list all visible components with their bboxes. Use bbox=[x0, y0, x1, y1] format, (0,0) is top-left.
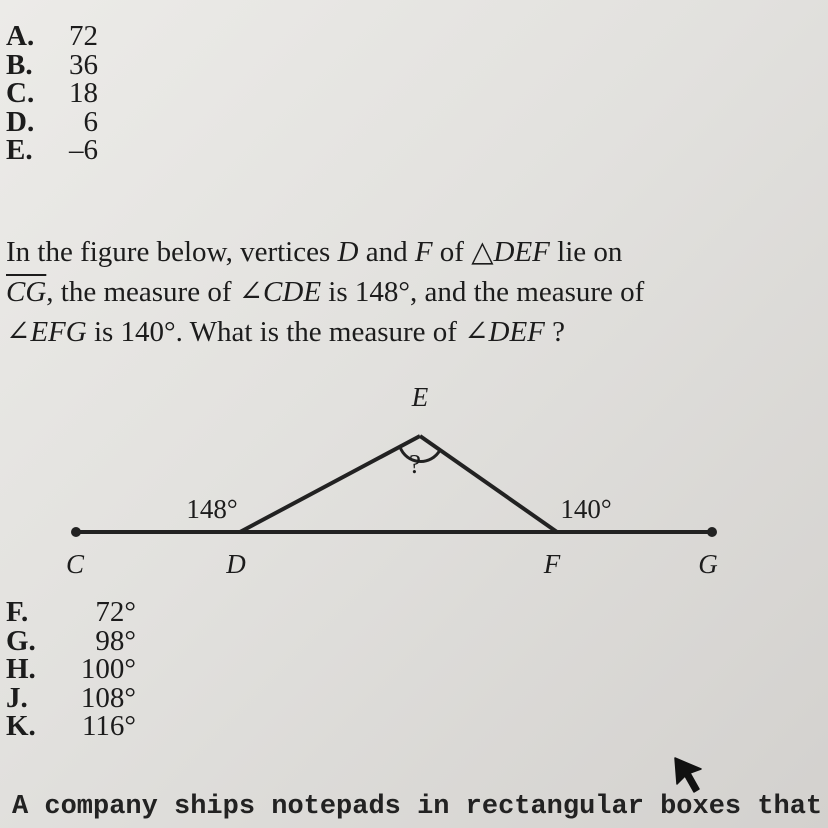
point-g-dot bbox=[707, 527, 717, 537]
question-text-part: of △ bbox=[432, 236, 494, 268]
choice-letter: B. bbox=[6, 48, 33, 81]
choice-g[interactable] bbox=[6, 624, 136, 657]
segment-cg-ref: $\overline{CG}$ bbox=[6, 276, 47, 308]
question-text-part: is 140°. What is the measure of ∠ bbox=[86, 316, 489, 348]
choice-letter: E. bbox=[6, 134, 33, 166]
choice-e bbox=[6, 136, 98, 165]
question-text-part: lie on bbox=[549, 236, 623, 268]
choice-value: 98° bbox=[95, 624, 136, 657]
choice-letter: D. bbox=[6, 105, 35, 138]
choice-k[interactable] bbox=[6, 712, 136, 741]
question-line-2 bbox=[6, 272, 806, 312]
choice-a bbox=[6, 22, 98, 51]
choice-letter: K. bbox=[6, 710, 36, 742]
choice-c bbox=[6, 79, 98, 108]
geometry-figure bbox=[0, 370, 828, 590]
label-c: C bbox=[65, 549, 85, 579]
choice-letter: J. bbox=[6, 681, 28, 714]
question-text-part: ? bbox=[544, 316, 565, 348]
angle-symbol: ∠ bbox=[6, 316, 31, 348]
question-text-part: is 148°, and the measure of bbox=[321, 276, 645, 308]
question-text-part: In the figure below, vertices bbox=[6, 236, 338, 268]
triangle-def-ref: DEF bbox=[493, 236, 550, 268]
question-text-part: , the measure of ∠ bbox=[46, 276, 264, 308]
choice-value: –6 bbox=[69, 134, 98, 166]
question-line-1 bbox=[6, 232, 806, 272]
angle-efg-ref: EFG bbox=[30, 316, 87, 348]
choice-letter: F. bbox=[6, 596, 29, 628]
choice-value: 116° bbox=[81, 710, 136, 742]
question-text bbox=[6, 232, 806, 352]
choice-letter: A. bbox=[6, 20, 35, 52]
choice-b bbox=[6, 48, 98, 81]
label-148-degrees: 148° bbox=[186, 494, 238, 524]
choice-value: 100° bbox=[80, 653, 136, 685]
label-f: F bbox=[543, 549, 561, 579]
choice-f[interactable] bbox=[6, 598, 136, 627]
mouse-cursor-icon bbox=[665, 755, 703, 795]
question-line-3 bbox=[6, 312, 806, 352]
label-d: D bbox=[226, 549, 246, 579]
choice-value: 18 bbox=[69, 77, 98, 109]
choice-d bbox=[6, 105, 98, 138]
angle-def-ref: DEF bbox=[488, 316, 545, 348]
choice-value: 6 bbox=[83, 105, 98, 138]
answer-choices bbox=[6, 598, 136, 741]
previous-answer-choices bbox=[6, 22, 98, 165]
choice-h[interactable] bbox=[6, 655, 136, 684]
point-c-dot bbox=[71, 527, 81, 537]
label-140-degrees: 140° bbox=[560, 494, 612, 524]
angle-cde-ref: CDE bbox=[263, 276, 322, 308]
choice-letter: G. bbox=[6, 624, 36, 657]
label-unknown-angle: ? bbox=[409, 449, 421, 479]
choice-value: 36 bbox=[69, 48, 98, 81]
choice-value: 108° bbox=[80, 681, 136, 714]
vertex-d-ref: D bbox=[337, 236, 359, 268]
vertex-f-ref: F bbox=[414, 236, 433, 268]
choice-letter: C. bbox=[6, 77, 35, 109]
choice-value: 72 bbox=[69, 20, 98, 52]
segment-de bbox=[240, 436, 420, 532]
choice-letter: H. bbox=[6, 653, 36, 685]
label-g: G bbox=[698, 549, 718, 579]
label-e: E bbox=[411, 382, 429, 412]
question-text-part: and bbox=[358, 236, 415, 268]
choice-value: 72° bbox=[95, 596, 136, 628]
figure-svg bbox=[0, 370, 828, 590]
choice-j[interactable] bbox=[6, 681, 136, 714]
next-question-text: A company ships notepads in rectangular boxes that bbox=[12, 792, 823, 822]
